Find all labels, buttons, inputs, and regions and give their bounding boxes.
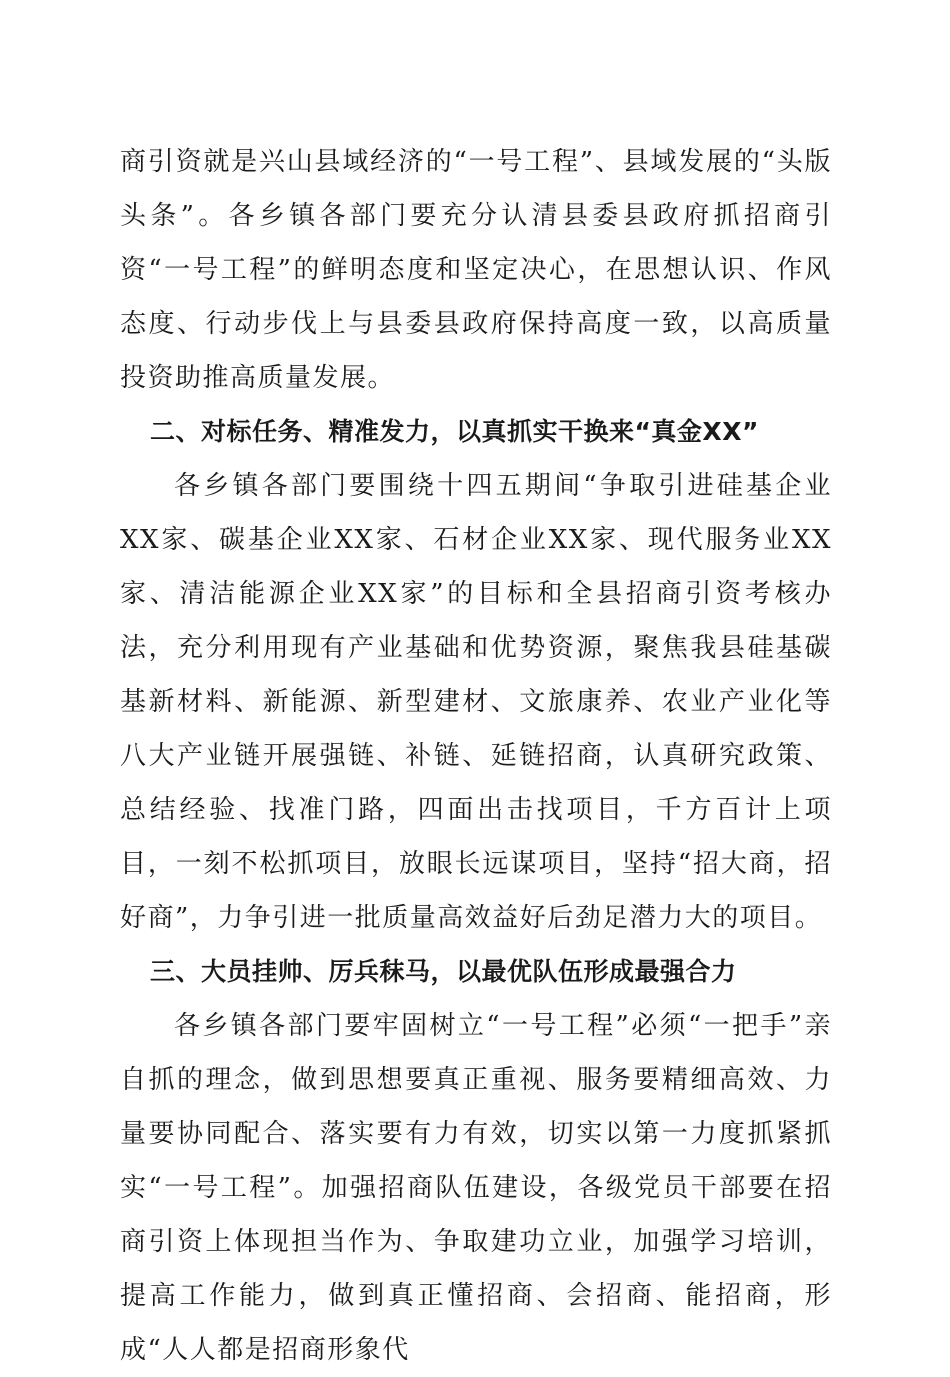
section-heading-2: 二、对标任务、精准发力，以真抓实干换来“真金XX”	[150, 417, 759, 446]
section-heading-3: 三、大员挂帅、厉兵秣马，以最优队伍形成最强合力	[150, 957, 737, 986]
body-paragraph-continued: 商引资就是兴山县域经济的“一号工程”、县域发展的“头版头条”。各乡镇各部门要充分认清县委县政府抓招商引资“一号工程”的鲜明态度和坚定决心，在思想认识、作风态度、行动步伐上与县委县政府保持高度一致，以高质量投资助推高质量发展。	[120, 147, 832, 393]
body-paragraph-3: 各乡镇各部门要牢固树立“一号工程”必须“一把手”亲自抓的理念，做到思想要真正重视、服务要精细高效、力量要协同配合、落实要有力有效，切实以第一力度抓紧抓实“一号工程”。加强招商队伍建设，各级党员干部要在招商引资上体现担当作为、争取建功立业，加强学习培训，提高工作能力，做到真正懂招商、会招商、能招商，形成“人人都是招商形象代	[120, 1011, 832, 1365]
body-paragraph-2: 各乡镇各部门要围绕十四五期间“争取引进硅基企业XX家、碳基企业XX家、石材企业XX家、现代服务业XX家、清洁能源企业XX家”的目标和全县招商引资考核办法，充分利用现有产业基础和优势资源，聚焦我县硅基碳基新材料、新能源、新型建材、文旅康养、农业产业化等八大产业链开展强链、补链、延链招商，认真研究政策、总结经验、找准门路，四面出击找项目，千方百计上项目，一刻不松抓项目，放眼长远谋项目，坚持“招大商，招好商”，力争引进一批质量高效益好后劲足潜力大的项目。	[120, 471, 832, 933]
document-page	[120, 135, 832, 1377]
